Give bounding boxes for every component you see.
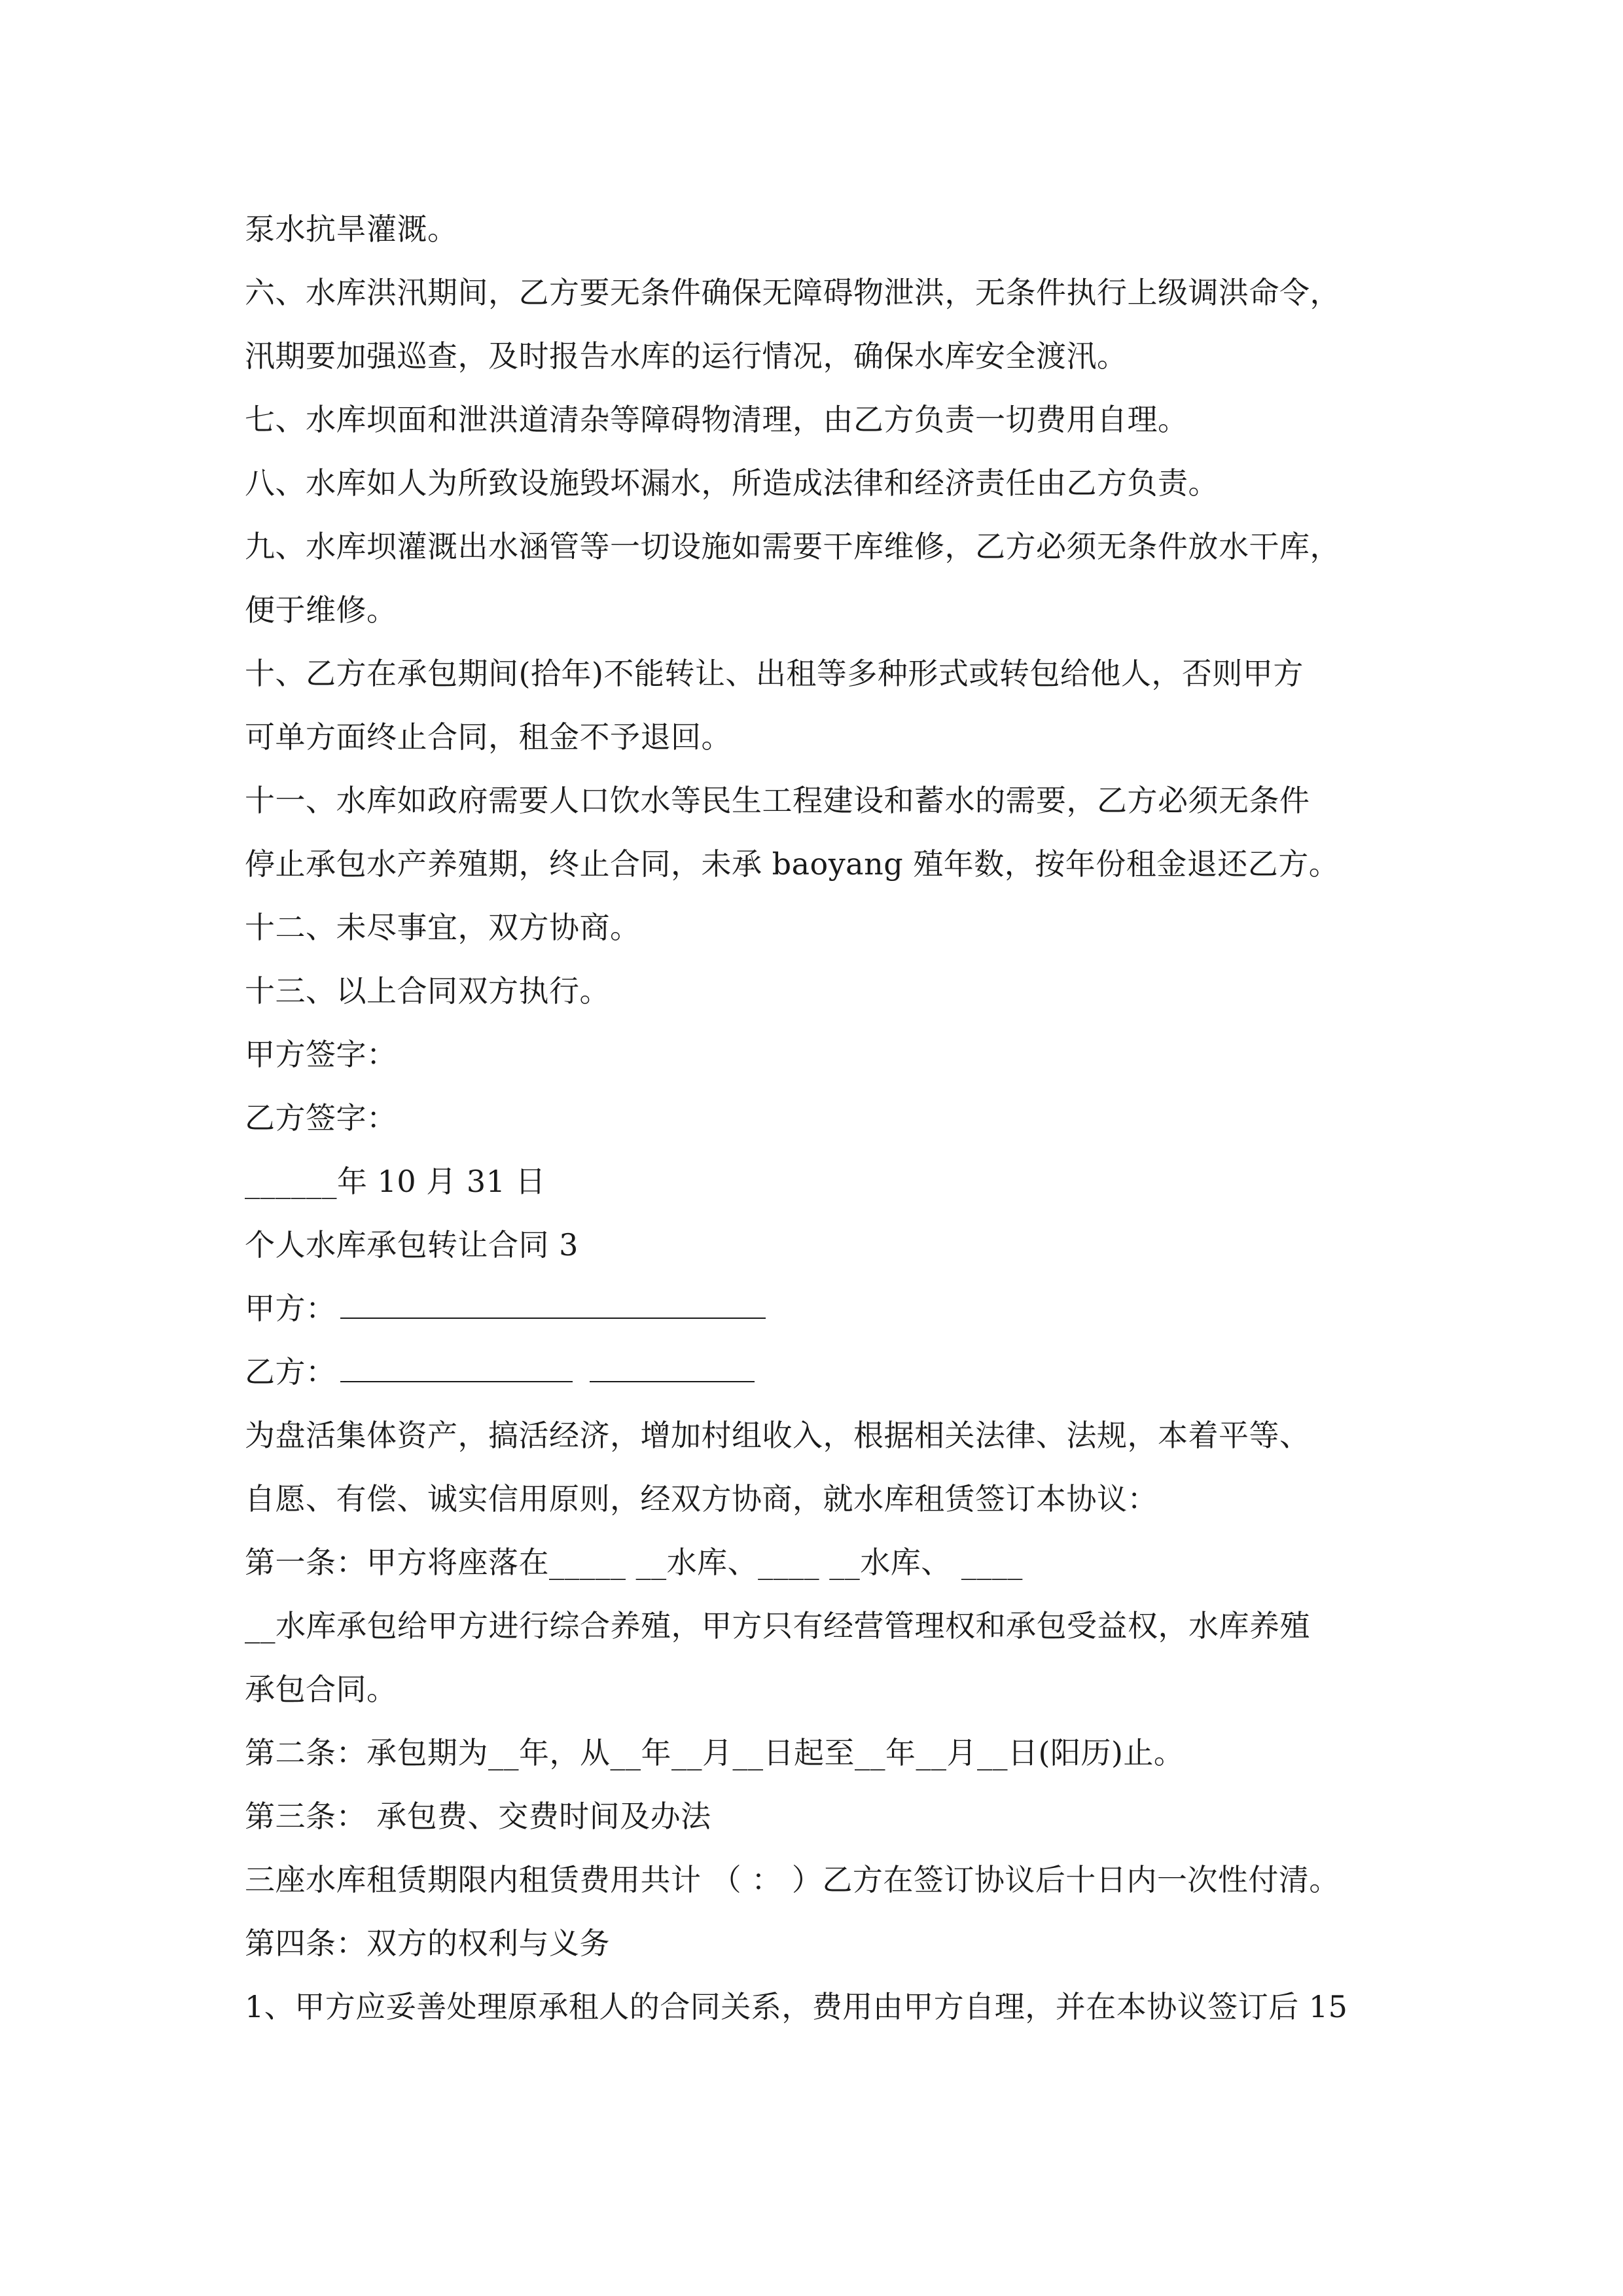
paragraph-line: 泵水抗旱灌溉。: [245, 211, 458, 247]
clause-12: 十二、未尽事宜，双方协商。: [245, 910, 641, 945]
clause-9-line-2: 便于维修。: [245, 592, 397, 628]
signing-date: ______年 10 月 31 日: [245, 1164, 546, 1199]
clause-10-line-2: 可单方面终止合同，租金不予退回。: [245, 719, 732, 755]
article-1-line-3: 承包合同。: [245, 1672, 397, 1707]
clause-10-line-1: 十、乙方在承包期间(拾年)不能转让、出租等多种形式或转包给他人，否则甲方: [245, 656, 1304, 691]
party-a-signature-label: 甲方签字：: [245, 1037, 397, 1072]
party-b-line: [245, 1352, 758, 1391]
preamble-line-2: 自愿、有偿、诚实信用原则，经双方协商，就水库租赁签订本协议：: [245, 1481, 1158, 1516]
article-3-body: 三座水库租赁期限内租赁费用共计 （ ： ）乙方在签订协议后十日内一次性付清。: [245, 1862, 1340, 1897]
party-b-blank-1: [340, 1352, 573, 1382]
clause-6-line-2: 汛期要加强巡查，及时报告水库的运行情况，确保水库安全渡汛。: [245, 338, 1128, 374]
article-1-line-2: __水库承包给甲方进行综合养殖，甲方只有经营管理权和承包受益权，水库养殖: [245, 1608, 1310, 1643]
clause-13: 十三、以上合同双方执行。: [245, 973, 610, 1009]
party-a-blank: [340, 1289, 766, 1319]
party-a-label: 甲方：: [245, 1291, 336, 1326]
party-b-blank-2: [590, 1352, 755, 1382]
clause-8: 八、水库如人为所致设施毁坏漏水，所造成法律和经济责任由乙方负责。: [245, 465, 1219, 501]
article-4-item-1: 1、甲方应妥善处理原承租人的合同关系，费用由甲方自理，并在本协议签订后 15: [245, 1989, 1348, 2024]
article-2: 第二条：承包期为__年，从__年__月__日起至__年__月__日(阳历)止。: [245, 1735, 1185, 1770]
party-a-line: [245, 1289, 770, 1328]
preamble-line-1: 为盘活集体资产，搞活经济，增加村组收入，根据相关法律、法规，本着平等、: [245, 1418, 1310, 1453]
clause-11-line-1: 十一、水库如政府需要人口饮水等民生工程建设和蓄水的需要，乙方必须无条件: [245, 783, 1310, 818]
party-b-label: 乙方：: [245, 1354, 336, 1390]
clause-6-line-1: 六、水库洪汛期间，乙方要无条件确保无障碍物泄洪，无条件执行上级调洪命令，: [245, 275, 1340, 310]
article-1-line-1: 第一条：甲方将座落在_____ __水库、____ __水库、 ____: [245, 1545, 1023, 1580]
contract-3-title: 个人水库承包转让合同 3: [245, 1227, 579, 1263]
article-4-heading: 第四条：双方的权利与义务: [245, 1926, 610, 1961]
article-3-heading: 第三条： 承包费、交费时间及办法: [245, 1799, 711, 1834]
clause-7: 七、水库坝面和泄洪道清杂等障碍物清理，由乙方负责一切费用自理。: [245, 402, 1188, 437]
clause-9-line-1: 九、水库坝灌溉出水涵管等一切设施如需要干库维修，乙方必须无条件放水干库，: [245, 529, 1340, 564]
party-b-signature-label: 乙方签字：: [245, 1100, 397, 1136]
clause-11-line-2: 停止承包水产养殖期，终止合同，未承 baoyang 殖年数，按年份租金退还乙方。: [245, 846, 1340, 882]
